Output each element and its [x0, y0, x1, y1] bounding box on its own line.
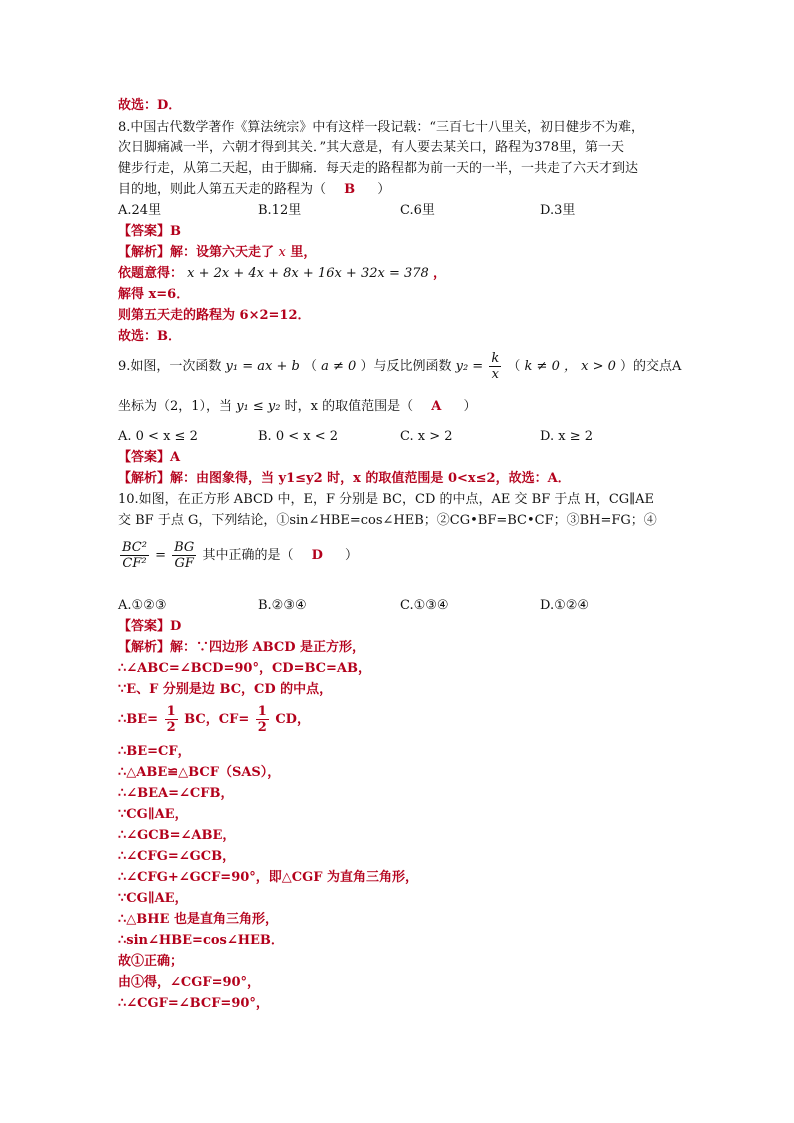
q10-fraction-right — [172, 541, 196, 570]
q9-option-d: D. x ≥ 2 — [540, 429, 593, 444]
q10-half-numerator-2: 1 — [257, 704, 267, 719]
q9-answer: 【答案】A — [118, 450, 181, 465]
q8-text-line-2: 次日脚痛减一半，六朝才得到其关．”其大意是，有人要去某关口，路程为378里，第一天 — [118, 140, 624, 155]
q10-be-label: ∴BE= — [118, 712, 159, 727]
q8-text-line-1: 8.中国古代数学著作《算法统宗》中有这样一段记载：“三百七十八里关，初日健步不为难， — [118, 120, 645, 135]
q10-frac-right-numerator: BG — [174, 540, 195, 555]
q10-cd-label: CD， — [275, 712, 310, 727]
q9-stem-2: ）与反比例函数 — [360, 359, 452, 374]
q8-solution-line-3: 解得 x=6． — [118, 287, 190, 302]
q9-text-line-1 — [118, 350, 681, 384]
q10-text-line-3 — [118, 536, 358, 576]
q10-solution-line-3: ∵E、F 分别是边 BC，CD 的中点， — [118, 682, 333, 697]
q10-options — [118, 596, 678, 616]
q8-equation-comma: ， — [432, 266, 446, 281]
q10-half-fraction-2 — [256, 705, 269, 734]
q9-condition-a: a ≠ 0 — [321, 359, 357, 374]
q9-k-over-x — [489, 352, 501, 381]
q10-solution-line-8: ∵CG∥AE， — [118, 807, 188, 822]
q10-frac-left-numerator: BC² — [122, 540, 147, 555]
q9-stem-5: 时，x 的取值范围是（ — [284, 399, 414, 414]
q9-stem-4: 坐标为（2，1），当 — [118, 399, 233, 414]
q10-solution-line-16: 由①得，∠CGF=90°， — [118, 975, 261, 990]
q10-fraction-left — [120, 541, 149, 570]
q9-text-line-2 — [118, 397, 476, 417]
q10-solution-line-14: ∴sin∠HBE=cos∠HEB． — [118, 933, 284, 948]
q10-option-c: C.①③④ — [400, 598, 449, 613]
q8-option-c: C.6里 — [400, 203, 435, 218]
q8-option-a: A.24里 — [118, 203, 162, 218]
q8-question-stem: 目的地，则此人第五天走的路程为（ — [118, 182, 327, 197]
q9-option-b: B. 0 < x < 2 — [258, 429, 339, 444]
q10-half-fraction-1 — [165, 705, 178, 734]
q10-stem: 其中正确的是（ — [202, 548, 294, 563]
q8-solution-text: 【解析】解：设第六天走了 — [118, 245, 275, 260]
q9-frac-denominator: x — [491, 367, 499, 382]
q10-half-numerator-1: 1 — [166, 704, 176, 719]
q10-solution-line-4 — [118, 702, 310, 738]
q8-options — [118, 201, 678, 221]
q10-solution-line-7: ∴∠BEA=∠CFB， — [118, 786, 234, 801]
q7-conclusion: 故选：D． — [118, 98, 182, 113]
q9-paren-open-1: （ — [303, 359, 317, 374]
q9-option-a: A. 0 < x ≤ 2 — [118, 429, 198, 444]
q10-solution-line-5: ∴BE=CF， — [118, 744, 191, 759]
q8-answer: 【答案】B — [118, 224, 181, 239]
q10-option-a: A.①②③ — [118, 598, 167, 613]
q10-solution-line-13: ∴△BHE 也是直角三角形， — [118, 912, 278, 927]
q9-options — [118, 427, 678, 447]
q10-close-paren: ） — [345, 548, 359, 563]
q10-text-line-1: 10.如图，在正方形 ABCD 中，E，F 分别是 BC，CD 的中点，AE 交 BF 于点 H，CG∥AE — [118, 492, 655, 507]
q10-solution-line-15: 故①正确； — [118, 954, 184, 969]
q10-frac-left-denominator: CF² — [122, 556, 147, 571]
q8-conclusion: 故选：B． — [118, 329, 181, 344]
q10-answer: 【答案】D — [118, 619, 182, 634]
q10-solution-line-10: ∴∠CFG=∠GCB， — [118, 849, 236, 864]
q10-solution-line-11: ∴∠CFG+∠GCF=90°，即△CGF 为直角三角形， — [118, 870, 418, 885]
q8-text-line-4 — [118, 180, 390, 200]
q9-linear-function: y₁ = ax + b — [225, 359, 300, 374]
q8-option-d: D.3里 — [540, 203, 576, 218]
q10-solution-line-12: ∵CG∥AE， — [118, 891, 188, 906]
q10-option-b: B.②③④ — [258, 598, 307, 613]
q9-inverse-function: y₂ = — [455, 359, 484, 374]
q9-inequality: y₁ ≤ y₂ — [236, 399, 281, 414]
q10-option-d: D.①②④ — [540, 598, 590, 613]
q8-equation-intro: 依题意得： — [118, 266, 184, 281]
q10-solution-line-1: 【解析】解：∵四边形 ABCD 是正方形， — [118, 640, 365, 655]
q8-solution-line-2 — [118, 264, 446, 284]
q8-solution-unit: 里， — [290, 245, 317, 260]
q8-text-line-3: 健步行走，从第二天起，由于脚痛．每天走的路程都为前一天的一半，一共走了六天才到达 — [118, 161, 639, 176]
q8-close-paren: ） — [377, 182, 391, 197]
q10-solution-line-6: ∴△ABE≌△BCF（SAS）， — [118, 765, 281, 780]
q8-solution-line-1 — [118, 243, 316, 263]
q9-stem-1: 9.如图，一次函数 — [118, 359, 222, 374]
q10-half-denominator-1: 2 — [166, 720, 176, 735]
q10-equals: = — [155, 548, 166, 563]
q9-answer-mark: A — [431, 399, 442, 414]
q9-solution: 【解析】解：由图象得，当 y1≤y2 时，x 的取值范围是 0<x≤2，故选：A． — [118, 471, 571, 486]
q9-stem-3: ）的交点A — [620, 359, 682, 374]
q9-option-c: C. x > 2 — [400, 429, 453, 444]
q9-close-paren: ） — [463, 399, 477, 414]
q9-frac-numerator: k — [491, 351, 500, 366]
q10-frac-right-denominator: GF — [174, 556, 194, 571]
q10-solution-line-2: ∴∠ABC=∠BCD=90°，CD=BC=AB， — [118, 661, 371, 676]
q10-text-line-2: 交 BF 于点 G，下列结论，①sin∠HBE=cos∠HEB；②CG•BF=BC•CF；③BH=FG；④ — [118, 513, 657, 528]
q10-half-denominator-2: 2 — [257, 720, 267, 735]
q8-variable: x — [278, 245, 286, 260]
q8-equation: x + 2x + 4x + 8x + 16x + 32x = 378 — [187, 266, 429, 281]
q9-paren-open-2: （ — [507, 359, 521, 374]
q8-answer-mark: B — [344, 182, 356, 197]
q10-answer-mark: D — [311, 548, 323, 563]
q10-cf-label: BC，CF= — [184, 712, 250, 727]
q10-solution-line-17: ∴∠CGF=∠BCF=90°， — [118, 996, 269, 1011]
q10-solution-line-9: ∴∠GCB=∠ABE， — [118, 828, 236, 843]
q9-condition-k: k ≠ 0 ， x > 0 — [524, 359, 616, 374]
q8-solution-line-4: 则第五天走的路程为 6×2=12． — [118, 308, 311, 323]
q8-option-b: B.12里 — [258, 203, 302, 218]
